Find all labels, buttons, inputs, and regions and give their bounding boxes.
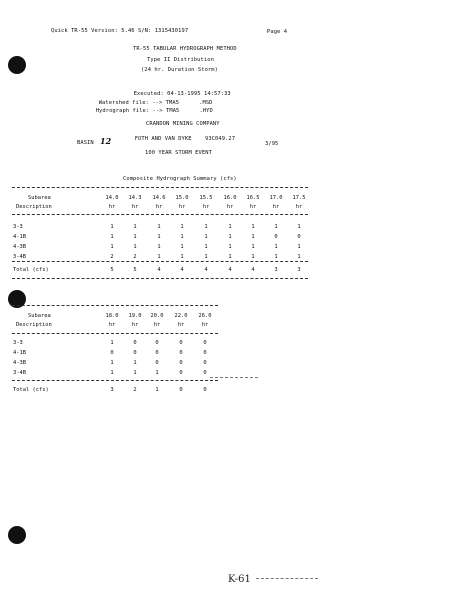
table1-unit-label: hr (202, 204, 210, 210)
table2-time-header: 20.0 (150, 313, 164, 319)
table2-total-cell: 2 (133, 387, 137, 393)
table2-stray-mark (210, 377, 258, 378)
table2-total-cell: 0 (179, 387, 183, 393)
binder-hole-bottom (8, 526, 26, 544)
table2-header-rule (12, 333, 218, 334)
table1-header-rule (12, 214, 308, 215)
table1-cell: 1 (297, 244, 301, 250)
table2-subarea-head: Subarea (28, 313, 51, 319)
executed-time: 14:57:33 (204, 91, 231, 97)
consultant-name: FOTH AND VAN DYKE (134, 136, 192, 142)
table2-total-cell: 1 (155, 387, 159, 393)
table1-unit-label: hr (272, 204, 280, 210)
table2-row-label: 4-1B (13, 350, 26, 356)
table2-unit-label: hr (177, 322, 185, 328)
table1-total-cell: 4 (157, 267, 161, 273)
table1-total-cell: 4 (228, 267, 232, 273)
table1-cell: 1 (228, 254, 232, 260)
table2-total-label: Total (cfs) (13, 387, 49, 393)
hydrograph-file-arrow: --> (152, 108, 163, 114)
table2-cell: 0 (155, 340, 159, 346)
table2-cell: 0 (179, 350, 183, 356)
table2-unit-label: hr (108, 322, 116, 328)
table2-total-rule (12, 380, 218, 381)
table1-time-header: 16.0 (223, 195, 237, 201)
table1-cell: 2 (110, 254, 114, 260)
footer-stray-mark (256, 578, 318, 579)
table1-bottom-rule (12, 278, 308, 279)
table2-cell: 0 (110, 350, 114, 356)
table2-unit-label: hr (131, 322, 139, 328)
table1-unit-label: hr (178, 204, 186, 210)
table2-total-cell: 3 (110, 387, 114, 393)
table1-time-header: 17.0 (269, 195, 283, 201)
watershed-file-name: TMA5 (165, 100, 180, 106)
table1-cell: 1 (297, 254, 301, 260)
page-reference: K-61 (228, 574, 251, 585)
table2-cell: 0 (203, 370, 207, 376)
table1-cell: 1 (157, 234, 161, 240)
table1-unit-label: hr (155, 204, 163, 210)
report-title: TR-55 TABULAR HYDROGRAPH METHOD (133, 46, 237, 52)
table1-time-header: 14.0 (105, 195, 119, 201)
table1-time-header: 14.6 (152, 195, 166, 201)
table1-cell: 1 (157, 244, 161, 250)
table1-cell: 1 (274, 244, 278, 250)
table2-total-cell: 0 (203, 387, 207, 393)
table1-cell: 1 (251, 224, 255, 230)
table1-time-header: 14.3 (128, 195, 142, 201)
watershed-file-arrow: --> (152, 100, 163, 106)
table1-cell: 1 (251, 254, 255, 260)
table1-row-label: 4-1B (13, 234, 26, 240)
table1-total-rule (12, 261, 308, 262)
watershed-file-ext: .MSD (199, 100, 213, 106)
table2-row-label: 3-3 (13, 340, 23, 346)
table2-top-rule (12, 305, 218, 306)
table1-subarea-head: Subarea (28, 195, 51, 201)
table2-cell: 0 (133, 340, 137, 346)
table1-unit-label: hr (131, 204, 139, 210)
table2-cell: 1 (110, 370, 114, 376)
table1-cell: 1 (133, 244, 137, 250)
basin-label: BASIN (77, 140, 94, 146)
consultant-line (128, 130, 235, 142)
table1-cell: 1 (180, 244, 184, 250)
table2-time-header: 26.0 (198, 313, 212, 319)
table2-cell: 1 (110, 340, 114, 346)
table1-cell: 1 (133, 224, 137, 230)
table2-cell: 0 (155, 360, 159, 366)
executed-label: Executed: (133, 91, 164, 97)
table2-time-header: 18.0 (105, 313, 119, 319)
table2-cell: 0 (203, 340, 207, 346)
table1-total-cell: 5 (133, 267, 137, 273)
table1-cell: 1 (204, 244, 208, 250)
table2-description-head: Description (16, 322, 52, 328)
table2-cell: 1 (155, 370, 159, 376)
table2-cell: 1 (110, 360, 114, 366)
summary-title: Composite Hydrograph Summary (cfs) (123, 176, 237, 182)
hydrograph-file-label: Hydrograph file: (95, 108, 150, 114)
table1-time-header: 16.5 (246, 195, 260, 201)
table1-unit-label: hr (108, 204, 116, 210)
table1-time-header: 15.5 (199, 195, 213, 201)
table1-cell: 1 (274, 254, 278, 260)
table1-cell: 1 (204, 234, 208, 240)
table1-total-cell: 4 (180, 267, 184, 273)
company-name: CRANDON MINING COMPANY (146, 121, 220, 127)
table2-row-label: 4-3B (13, 360, 26, 366)
table1-row-label: 3-3 (13, 224, 23, 230)
date-code: 3/95 (265, 141, 279, 147)
table1-cell: 0 (274, 234, 278, 240)
table1-cell: 1 (180, 234, 184, 240)
table2-cell: 1 (133, 370, 137, 376)
table1-time-header: 15.0 (175, 195, 189, 201)
table1-cell: 1 (110, 224, 114, 230)
table2-time-header: 22.0 (174, 313, 188, 319)
table2-time-header: 19.0 (128, 313, 142, 319)
table1-unit-label: hr (249, 204, 257, 210)
table1-cell: 1 (110, 234, 114, 240)
table1-unit-label: hr (226, 204, 234, 210)
table1-total-cell: 4 (251, 267, 255, 273)
table1-time-header: 17.5 (292, 195, 306, 201)
table1-cell: 1 (157, 224, 161, 230)
table1-total-cell: 5 (110, 267, 114, 273)
table1-unit-label: hr (295, 204, 303, 210)
hydrograph-file-name: TMA5 (166, 108, 180, 114)
table1-description-head: Description (16, 204, 52, 210)
table1-cell: 1 (228, 234, 232, 240)
table1-cell: 1 (228, 224, 232, 230)
table1-total-cell: 4 (204, 267, 208, 273)
binder-hole-top (8, 56, 26, 74)
page-number: Page 4 (267, 29, 288, 35)
table1-cell: 2 (133, 254, 137, 260)
table1-cell: 1 (180, 224, 184, 230)
distribution-type: Type II Distribution (147, 57, 214, 63)
table1-cell: 1 (204, 254, 208, 260)
table1-cell: 1 (180, 254, 184, 260)
table1-total-cell: 3 (297, 267, 301, 273)
table1-row-label: 3-4B (13, 254, 26, 260)
table2-row-label: 3-4B (13, 370, 26, 376)
table1-cell: 1 (204, 224, 208, 230)
table1-cell: 1 (251, 244, 255, 250)
hydrograph-file-line (89, 102, 213, 114)
table2-cell: 0 (133, 350, 137, 356)
storm-event: 100 YEAR STORM EVENT (145, 150, 212, 156)
table2-cell: 0 (203, 350, 207, 356)
table1-cell: 1 (157, 254, 161, 260)
table1-cell: 1 (297, 224, 301, 230)
table2-unit-label: hr (201, 322, 209, 328)
hydrograph-file-ext: .HYD (199, 108, 213, 114)
table2-cell: 0 (179, 360, 183, 366)
table1-cell: 1 (274, 224, 278, 230)
watershed-file-label: Watershed file: (98, 100, 149, 106)
executed-date: 04-13-1995 (167, 91, 201, 97)
table1-row-label: 4-3B (13, 244, 26, 250)
table2-cell: 1 (133, 360, 137, 366)
version-line: Quick TR-55 Version: 5.46 S/N: 1315430197 (51, 28, 189, 34)
table2-unit-label: hr (153, 322, 161, 328)
table1-cell: 1 (228, 244, 232, 250)
table1-cell: 1 (133, 234, 137, 240)
storm-duration: (24 hr. Duration Storm) (141, 67, 218, 73)
table1-total-label: Total (cfs) (13, 267, 49, 273)
table2-cell: 0 (155, 350, 159, 356)
table1-top-rule (12, 187, 308, 188)
job-number: 93C049.27 (204, 136, 236, 142)
table1-total-cell: 3 (274, 267, 278, 273)
table2-cell: 0 (203, 360, 207, 366)
basin-number-handwritten: 12 (100, 136, 112, 146)
table1-cell: 1 (251, 234, 255, 240)
table2-cell: 0 (179, 370, 183, 376)
table2-cell: 0 (179, 340, 183, 346)
table1-cell: 0 (297, 234, 301, 240)
table1-cell: 1 (110, 244, 114, 250)
